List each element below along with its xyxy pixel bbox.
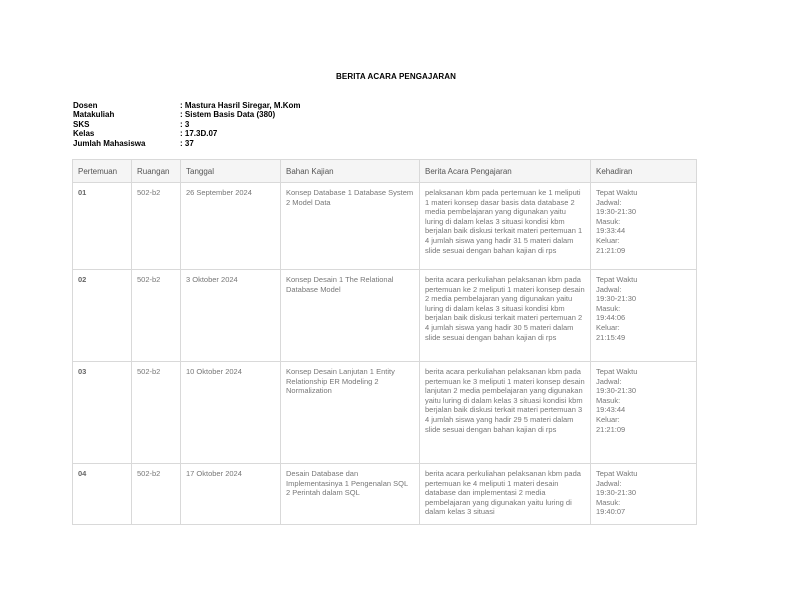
cell-berita-acara: berita acara perkuliahan pelaksanan kbm pada pertemuan ke 3 meliputi 1 materi konsep desain lanjutan 2 media pembelajaran yang digunakan yaitu luring di dalam kelas 3 situasi kondisi kbm berjalan baik diskusi terkait materi pertemuan 3 4 jumlah siswa yang hadir 29 5 materi dalam slide sesuai dengan bahan kajian di rps bbox=[420, 362, 591, 464]
cell-berita-acara: pelaksanan kbm pada pertemuan ke 1 meliputi 1 materi konsep dasar basis data database 2 media pembelajaran yang digunakan yaitu luring di dalam kelas 3 situasi kondisi kbm berjalan baik diskusi terkait materi pertemuan 1 4 jumlah siswa yang hadir 31 5 materi dalam slide sesuai dengan bahan kajian di rps bbox=[420, 183, 591, 270]
info-value: : Sistem Basis Data (380) bbox=[180, 110, 276, 120]
kehadiran-jadwal-label: Jadwal: bbox=[596, 478, 622, 488]
kehadiran-status: Tepat Waktu bbox=[596, 188, 638, 197]
table-header-row bbox=[73, 160, 697, 183]
cell-berita-acara: berita acara perkuliahan pelaksanan kbm pada pertemuan ke 4 meliputi 1 materi desain database dan implementasi 2 media pembelajaran yang digunakan yaitu luring di dalam kelas 3 situasi bbox=[420, 464, 591, 525]
info-value: : 37 bbox=[180, 138, 194, 148]
kehadiran-jadwal-label: Jadwal: bbox=[596, 376, 622, 386]
kehadiran-status: Tepat Waktu bbox=[596, 275, 638, 284]
kehadiran-jadwal-value: 19:30-21:30 bbox=[596, 294, 637, 304]
kehadiran-keluar-value: 21:21:09 bbox=[596, 424, 626, 434]
document-title: BERITA ACARA PENGAJARAN bbox=[336, 72, 456, 81]
cell-pertemuan: 04 bbox=[73, 464, 132, 525]
info-row-dosen bbox=[73, 101, 300, 110]
info-value: : 17.3D.07 bbox=[180, 129, 218, 139]
kehadiran-jadwal-value: 19:30-21:30 bbox=[596, 207, 637, 217]
kehadiran-status: Tepat Waktu bbox=[596, 367, 638, 376]
info-value: : 3 bbox=[180, 119, 190, 129]
kehadiran-keluar-value: 21:15:49 bbox=[596, 332, 626, 342]
cell-kehadiran bbox=[591, 464, 697, 525]
cell-ruangan: 502-b2 bbox=[132, 464, 181, 525]
cell-kehadiran bbox=[591, 362, 697, 464]
info-label: Jumlah Mahasiswa bbox=[73, 138, 146, 148]
table-row bbox=[73, 183, 697, 270]
column-header-kehadiran: Kehadiran bbox=[591, 160, 697, 183]
cell-tanggal: 17 Oktober 2024 bbox=[181, 464, 281, 525]
cell-kehadiran bbox=[591, 270, 697, 362]
kehadiran-keluar-value: 21:21:09 bbox=[596, 245, 626, 255]
info-row-jumlah-mahasiswa bbox=[73, 139, 300, 148]
table-row bbox=[73, 362, 697, 464]
info-value: : Mastura Hasril Siregar, M.Kom bbox=[180, 101, 301, 110]
cell-ruangan: 502-b2 bbox=[132, 362, 181, 464]
kehadiran-masuk-value: 19:43:44 bbox=[596, 405, 626, 415]
cell-tanggal: 3 Oktober 2024 bbox=[181, 270, 281, 362]
kehadiran-masuk-label: Masuk: bbox=[596, 303, 621, 313]
course-info bbox=[73, 101, 300, 148]
kehadiran-masuk-label: Masuk: bbox=[596, 395, 621, 405]
kehadiran-jadwal-value: 19:30-21:30 bbox=[596, 386, 637, 396]
kehadiran-masuk-value: 19:33:44 bbox=[596, 226, 626, 236]
kehadiran-keluar-label: Keluar: bbox=[596, 235, 620, 245]
kehadiran-jadwal-label: Jadwal: bbox=[596, 197, 622, 207]
cell-ruangan: 502-b2 bbox=[132, 183, 181, 270]
cell-bahan-kajian: Desain Database dan Implementasinya 1 Pengenalan SQL 2 Perintah dalam SQL bbox=[281, 464, 420, 525]
info-row-kelas bbox=[73, 129, 300, 138]
cell-pertemuan: 03 bbox=[73, 362, 132, 464]
kehadiran-jadwal-label: Jadwal: bbox=[596, 284, 622, 294]
cell-kehadiran bbox=[591, 183, 697, 270]
kehadiran-masuk-label: Masuk: bbox=[596, 216, 621, 226]
cell-bahan-kajian: Konsep Desain Lanjutan 1 Entity Relationship ER Modeling 2 Normalization bbox=[281, 362, 420, 464]
teaching-record-table bbox=[72, 159, 697, 525]
cell-ruangan: 502-b2 bbox=[132, 270, 181, 362]
info-label: Dosen bbox=[73, 101, 98, 110]
cell-pertemuan: 02 bbox=[73, 270, 132, 362]
info-label: Kelas bbox=[73, 129, 95, 139]
cell-tanggal: 10 Oktober 2024 bbox=[181, 362, 281, 464]
cell-pertemuan: 01 bbox=[73, 183, 132, 270]
kehadiran-jadwal-value: 19:30-21:30 bbox=[596, 488, 637, 498]
table-row bbox=[73, 464, 697, 525]
info-row-matakuliah bbox=[73, 110, 300, 119]
info-label: Matakuliah bbox=[73, 110, 115, 120]
kehadiran-masuk-value: 19:44:06 bbox=[596, 313, 626, 323]
column-header-bahan-kajian: Bahan Kajian bbox=[281, 160, 420, 183]
info-label: SKS bbox=[73, 119, 90, 129]
table-row bbox=[73, 270, 697, 362]
column-header-ruangan: Ruangan bbox=[132, 160, 181, 183]
cell-tanggal: 26 September 2024 bbox=[181, 183, 281, 270]
kehadiran-masuk-label: Masuk: bbox=[596, 497, 621, 507]
kehadiran-keluar-label: Keluar: bbox=[596, 322, 620, 332]
cell-bahan-kajian: Konsep Desain 1 The Relational Database Model bbox=[281, 270, 420, 362]
info-row-sks bbox=[73, 120, 300, 129]
column-header-tanggal: Tanggal bbox=[181, 160, 281, 183]
column-header-pertemuan: Pertemuan bbox=[73, 160, 132, 183]
column-header-berita-acara: Berita Acara Pengajaran bbox=[420, 160, 591, 183]
kehadiran-masuk-value: 19:40:07 bbox=[596, 507, 626, 517]
kehadiran-status: Tepat Waktu bbox=[596, 469, 638, 478]
kehadiran-keluar-label: Keluar: bbox=[596, 414, 620, 424]
cell-bahan-kajian: Konsep Database 1 Database System 2 Model Data bbox=[281, 183, 420, 270]
cell-berita-acara: berita acara perkuliahan pelaksanan kbm pada pertemuan ke 2 meliputi 1 materi konsep desain 2 media pembelajaran yang digunakan yaitu luring di dalam kelas 3 situasi kondisi kbm berjalan baik diskusi terkait materi pertemuan 2 4 jumlah siswa yang hadir 30 5 materi dalam slide sesuai dengan bahan kajian di rps bbox=[420, 270, 591, 362]
